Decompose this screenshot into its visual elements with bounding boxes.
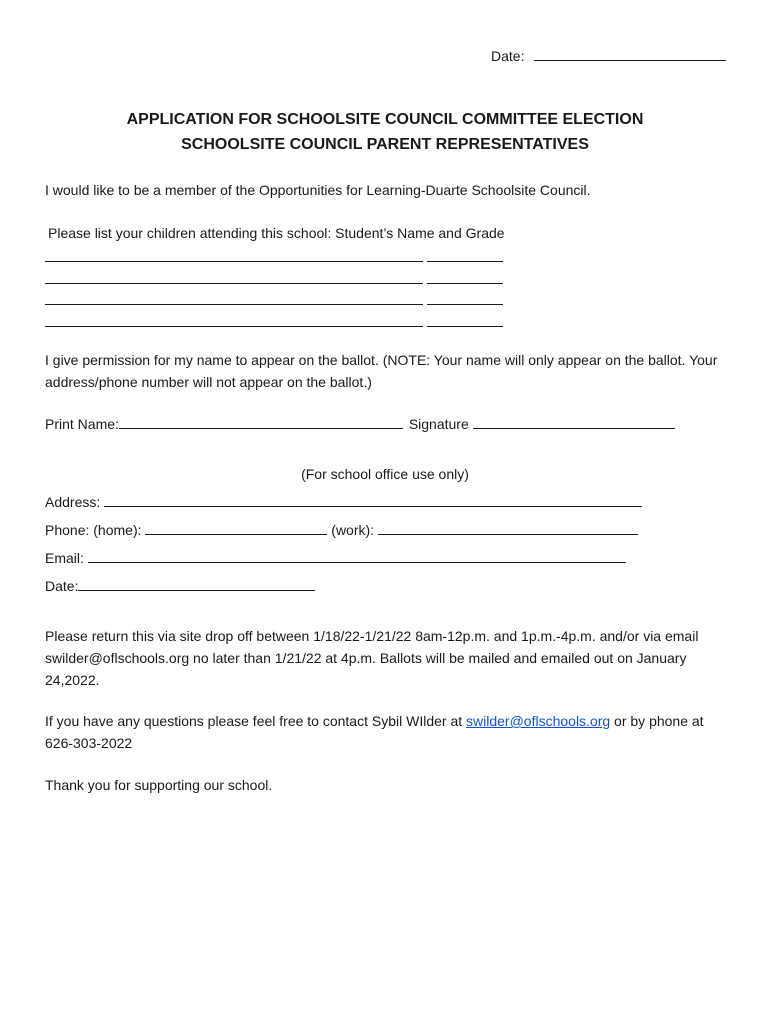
contact-email-link[interactable]: swilder@oflschools.org (466, 713, 611, 729)
email-label: Email: (45, 550, 84, 566)
thanks-text: Thank you for supporting our school. (45, 777, 273, 793)
contact-info (45, 710, 735, 754)
contact-suffix: or by phone at 626-303-2022 (45, 713, 704, 751)
office-date-blank[interactable] (78, 576, 315, 591)
header-date-label: Date: (491, 48, 525, 64)
email-blank[interactable] (88, 548, 626, 563)
child-name-blank[interactable] (45, 271, 423, 284)
phone-work-label: (work): (331, 522, 375, 538)
phone-row (45, 520, 638, 540)
address-row (45, 492, 642, 512)
email-row (45, 548, 626, 568)
child-grade-blank[interactable] (427, 271, 503, 284)
office-date-row (45, 576, 315, 596)
phone-home-blank[interactable] (145, 520, 327, 535)
child-name-blank[interactable] (45, 314, 423, 327)
print-name-label: Print Name: (45, 416, 119, 432)
print-name-blank[interactable] (119, 414, 403, 429)
signature-row (45, 414, 675, 434)
office-use-note: (For school office use only) (301, 466, 469, 482)
child-grade-blank[interactable] (427, 249, 503, 262)
header-date (491, 46, 726, 66)
contact-prefix: If you have any questions please feel free to contact Sybil WIlder at (45, 713, 467, 729)
child-name-blank[interactable] (45, 249, 423, 262)
signature-label: Signature (408, 416, 469, 432)
children-prompt: Please list your children attending this school: Student’s Name and Grade (48, 225, 505, 241)
phone-work-blank[interactable] (378, 520, 638, 535)
child-grade-blank[interactable] (427, 292, 503, 305)
phone-home-label: Phone: (home): (45, 522, 142, 538)
form-subtitle: SCHOOLSITE COUNCIL PARENT REPRESENTATIVES (181, 136, 589, 153)
child-grade-blank[interactable] (427, 314, 503, 327)
signature-blank[interactable] (473, 414, 675, 429)
address-blank[interactable] (104, 492, 642, 507)
office-date-label: Date: (45, 578, 79, 594)
form-title: APPLICATION FOR SCHOOLSITE COUNCIL COMMITTEE ELECTION (126, 111, 644, 128)
address-label: Address: (45, 494, 101, 510)
header-date-blank[interactable] (534, 46, 726, 61)
intro-text: I would like to be a member of the Opportunities for Learning-Duarte Schoolsite Council. (45, 182, 591, 198)
child-name-blank[interactable] (45, 292, 423, 305)
permission-text: I give permission for my name to appear on the ballot. (NOTE: Your name will only appear on the ballot. Your address/phone number will not appear on the ballot.) (45, 352, 718, 390)
return-instructions: Please return this via site drop off between 1/18/22-1/21/22 8am-12p.m. and 1p.m.-4p.m. and/or via email swilder@oflschools.org no later than 1/21/22 at 4p.m. Ballots will be mailed and emailed out on January 24,2022. (45, 628, 699, 688)
